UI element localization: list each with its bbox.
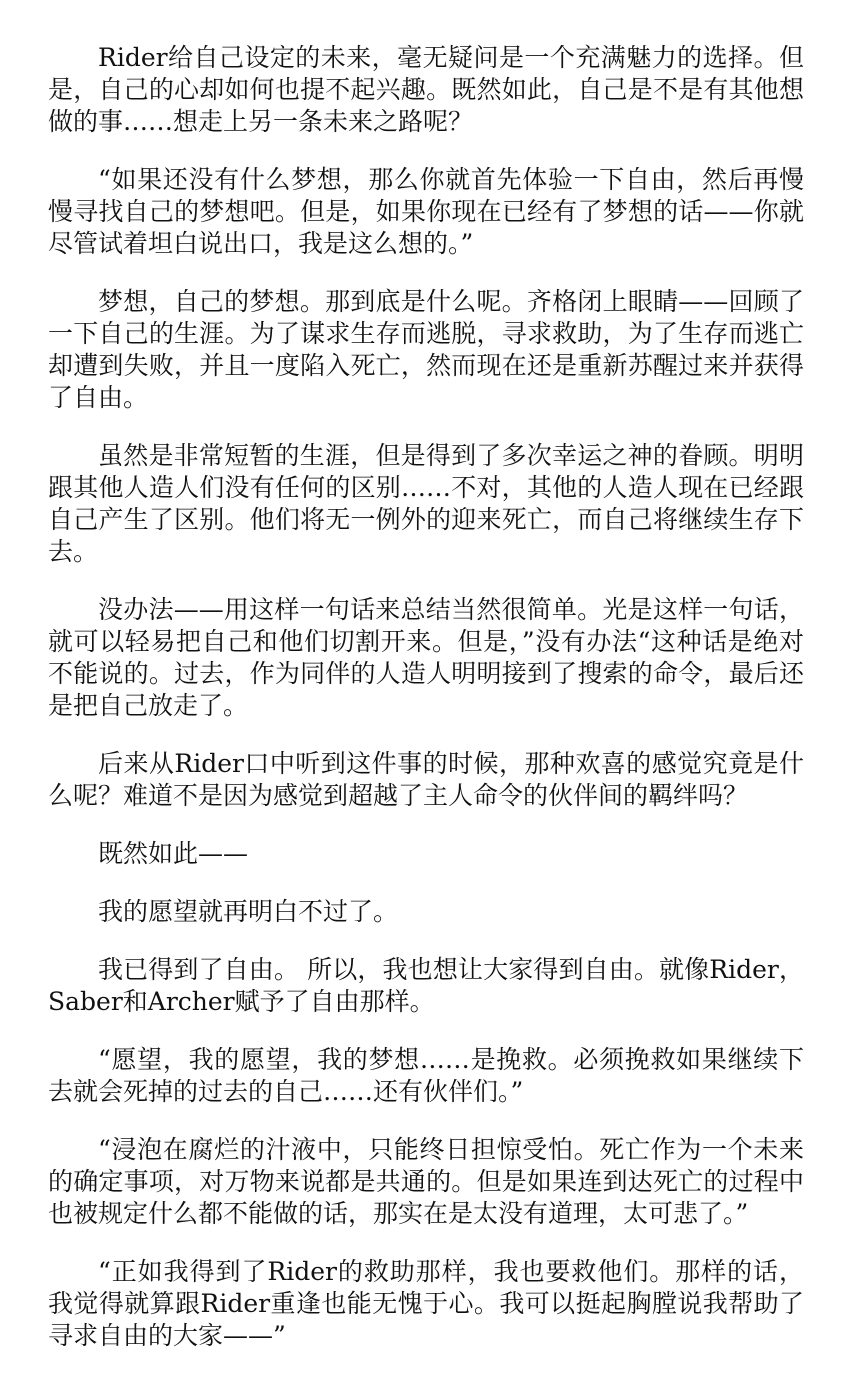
paragraph: 既然如此—— (98, 839, 249, 868)
paragraph: “浸泡在腐烂的汁液中，只能终日担惊受怕。死亡作为一个未来的确定事项，对万物来说都是共通的。但是如果连到达死亡的过程中也被规定什么都不能做的话，那实在是太没有道理，太可悲了。” (48, 1135, 804, 1228)
paragraph: 我的愿望就再明白不过了。 (98, 897, 399, 926)
paragraph: 梦想，自己的梦想。那到底是什么呢。齐格闭上眼睛——回顾了一下自己的生涯。为了谋求生存而逃脱，寻求救助，为了生存而逃亡却遭到失败，并且一度陷入死亡，然而现在还是重新苏醒过来并获得了自由。 (48, 287, 804, 412)
paragraph: 我已得到了自由。 所以，我也想让大家得到自由。就像Rider，Saber和Archer赋予了自由那样。 (48, 955, 804, 1016)
paragraph: 虽然是非常短暂的生涯，但是得到了多次幸运之神的眷顾。明明跟其他人造人们没有任何的区别……不对，其他的人造人现在已经跟自己产生了区别。他们将无一例外的迎来死亡，而自己将继续生存下去。 (48, 441, 804, 566)
document-body (48, 42, 804, 1378)
paragraph: Rider给自己设定的未来，毫无疑问是一个充满魅力的选择。但是，自己的心却如何也提不起兴趣。既然如此，自己是不是有其他想做的事……想走上另一条未来之路呢？ (48, 43, 804, 136)
paragraph: 没办法——用这样一句话来总结当然很简单。光是这样一句话，就可以轻易把自己和他们切割开来。但是，”没有办法“这种话是绝对不能说的。过去，作为同伴的人造人明明接到了搜索的命令，最后还是把自己放走了。 (48, 595, 804, 720)
paragraph: “正如我得到了Rider的救助那样，我也要救他们。那样的话，我觉得就算跟Rider重逢也能无愧于心。我可以挺起胸膛说我帮助了寻求自由的大家——” (48, 1257, 804, 1350)
paragraph: 后来从Rider口中听到这件事的时候，那种欢喜的感觉究竟是什么呢？难道不是因为感觉到超越了主人命令的伙伴间的羁绊吗？ (48, 749, 804, 810)
paragraph: “愿望，我的愿望，我的梦想……是挽救。必须挽救如果继续下去就会死掉的过去的自己……还有伙伴们。” (48, 1045, 804, 1106)
paragraph: “如果还没有什么梦想，那么你就首先体验一下自由，然后再慢慢寻找自己的梦想吧。但是，如果你现在已经有了梦想的话——你就尽管试着坦白说出口，我是这么想的。” (48, 165, 804, 258)
